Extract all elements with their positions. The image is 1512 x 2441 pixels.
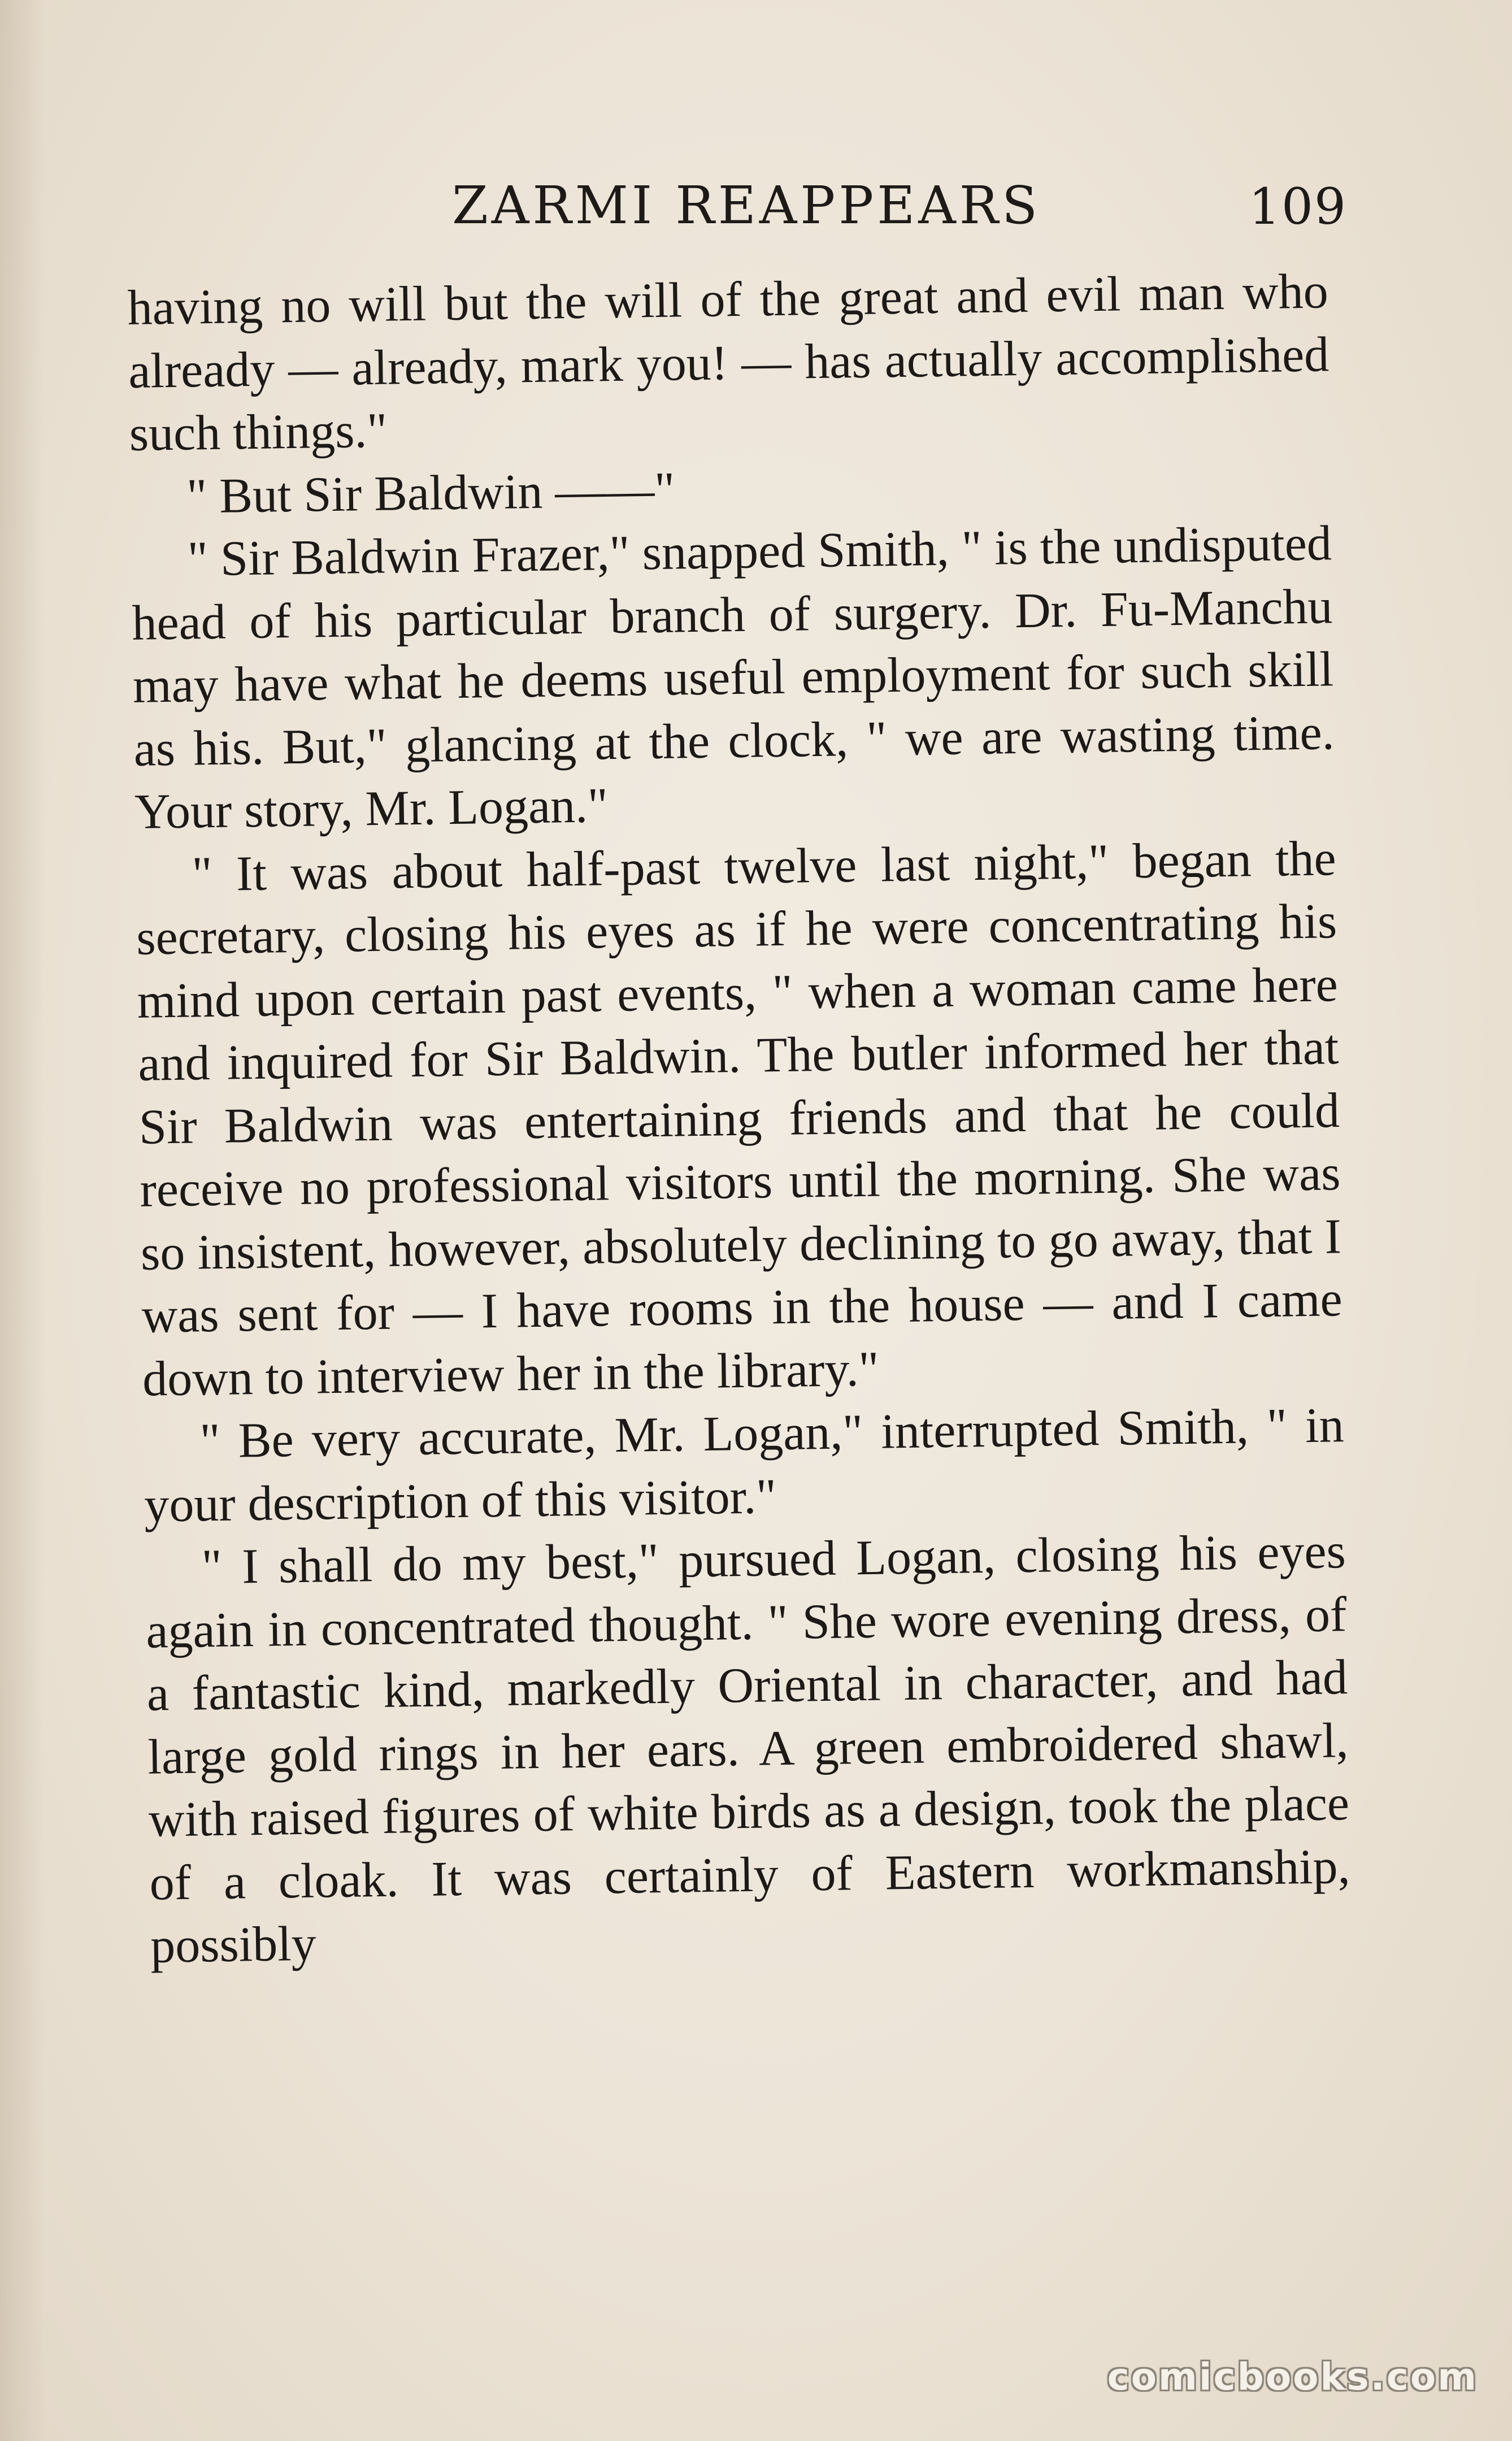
page-number: 109 <box>1249 177 1347 236</box>
paragraph: " Be very accurate, Mr. Logan," interrupted Smith, " in your description of this visitor." <box>144 1398 1345 1533</box>
chapter-title: ZARMI REAPPEARS <box>452 175 1041 236</box>
paragraph: " Sir Baldwin Frazer," snapped Smith, " is the undisputed head of his particular branch of surgery. Dr. Fu-Manchu may have what he deems useful employment for such skill as his. But," glancing at the clock, " we are wasting time. Your story, Mr. Logan." <box>131 516 1335 840</box>
paragraph: having no will but the will of the great and evil man who already — already, mark you! — has actually accomplished such things." <box>127 264 1329 462</box>
paragraph: " I shall do my best," pursued Logan, closing his eyes again in concentrated thought. " She wore evening dress, of a fantastic kind, markedly Oriental in character, and had large gold rings in her ears. A green embroidered shawl, with raised figures of white birds as a design, took the place of a cloak. It was certainly of Eastern workmanship, possibly <box>145 1524 1351 1974</box>
paragraph: " But Sir Baldwin ——" <box>186 462 675 524</box>
paragraph: " It was about half-past twelve last night," began the secretary, closing his eyes as if he were concentrating his mind upon certain past events, " when a woman came here and inquired for Sir Baldwin. The butler informed her that Sir Baldwin was entertaining friends and that he could receive no professional visitors until the morning. She was so insistent, however, absolutely declining to go away, that I was sent for — I have rooms in the house — and I came down to interview her in the library." <box>136 831 1343 1407</box>
page-edge-shadow <box>0 0 45 2441</box>
body-text <box>127 260 1352 1978</box>
running-header <box>0 170 1512 249</box>
watermark: comicbooks.com <box>1107 2355 1478 2399</box>
